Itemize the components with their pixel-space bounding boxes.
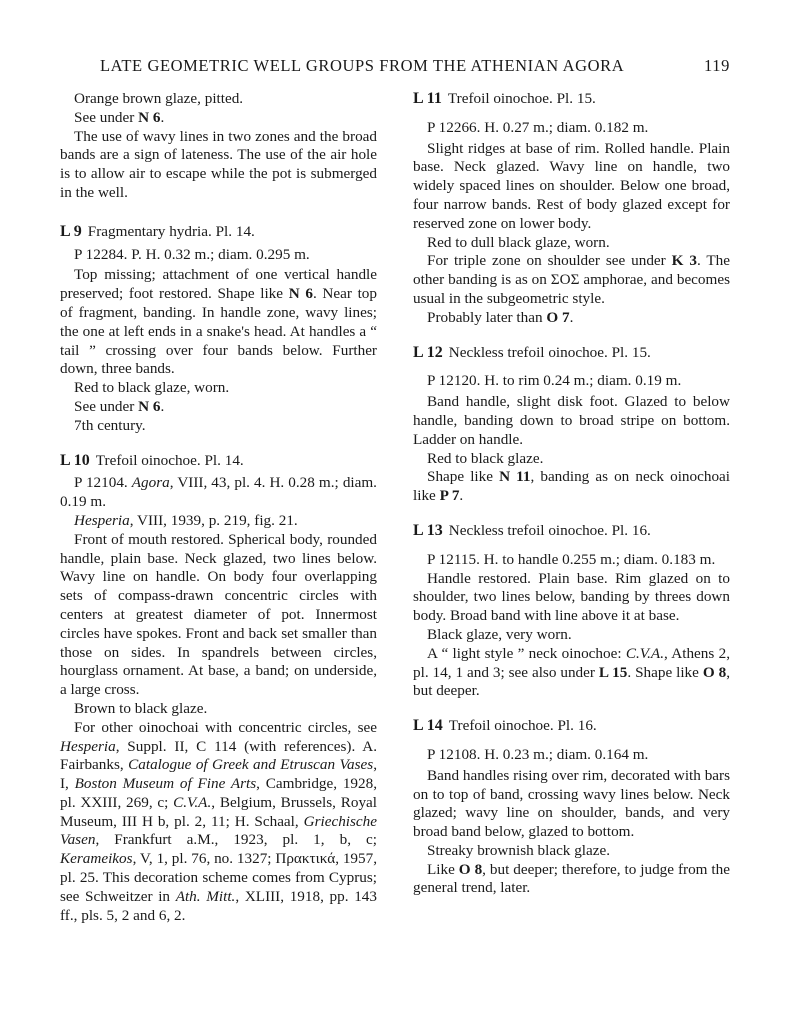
cross-reference: K 3 [671, 252, 697, 270]
entry-l13 [413, 522, 730, 701]
glaze-note: Black glaze, very worn. [427, 625, 572, 643]
description: Band handle, slight disk foot. Glazed to below handle, banding down to broad stripe on bottom. Ladder on handle. [413, 393, 730, 448]
description: Top missing; attachment of one vertical handle preserved; foot restored. Shape like N 6. Near top of fragment, banding. In handle zone, wavy lines; the one at left ends in a snake's head. At handles a “ tail ” crossing over four bands below. Further down, three bands. [60, 266, 377, 378]
running-header [100, 56, 730, 76]
see-under: See under N 6. [74, 397, 165, 415]
description: Slight ridges at base of rim. Rolled handle. Plain base. Neck glazed. Wavy line on handle, two widely spaced lines on shoulder. Below one broad, four narrow bands. Rest of body glazed except for reserved zone on lower body. [413, 139, 730, 232]
cross-reference: N 6 [138, 108, 161, 126]
entry-heading [413, 344, 730, 363]
entry-title: Trefoil oinochoe. Pl. 16. [448, 717, 597, 735]
cross-reference: O 7 [546, 308, 570, 326]
entry-l11 [413, 90, 730, 328]
entry-heading [60, 452, 377, 471]
glaze-note: Red to dull black glaze, worn. [427, 233, 610, 251]
description: Handle restored. Plain base. Rim glazed on to shoulder, two lines below, banding by threes down body. Broad band with line above it at base. [413, 569, 730, 625]
entry-title: Trefoil oinochoe. Pl. 14. [95, 451, 244, 469]
entry-number: L 10 [60, 451, 90, 469]
comparanda: For triple zone on shoulder see under K 3. The other banding is as on ΣΟΣ amphorae, and becomes usual in the subgeometric style. [413, 252, 730, 307]
comparanda: A “ light style ” neck oinochoe: C.V.A., Athens 2, pl. 14, 1 and 3; see also under L 15. Shape like O 8, but deeper. [413, 644, 730, 700]
catalogue-line: P 12284. P. H. 0.32 m.; diam. 0.295 m. [74, 245, 310, 263]
entry-title: Trefoil oinochoe. Pl. 15. [447, 90, 596, 107]
entry-l12 [413, 344, 730, 506]
dating-note: Probably later than O 7. [427, 308, 574, 326]
bibliography: Hesperia, VIII, 1939, p. 219, fig. 21. [74, 511, 298, 529]
continued-see-under: See under N 6. [74, 108, 165, 126]
catalogue-line: P 12120. H. to rim 0.24 m.; diam. 0.19 m. [427, 372, 682, 390]
entry-l10 [60, 452, 377, 926]
cross-reference: N 6 [138, 397, 161, 415]
glaze-note: Brown to black glaze. [74, 699, 208, 717]
entry-number: L 12 [413, 343, 443, 361]
entry-number: L 11 [413, 90, 442, 107]
entry-l9 [60, 223, 377, 436]
entry-title: Fragmentary hydria. Pl. 14. [87, 222, 255, 240]
cross-reference: N 11 [499, 468, 531, 486]
continued-remark: The use of wavy lines in two zones and the broad bands are a sign of lateness. The use of the air hole is to allow air to escape while the pot is submerged in the well. [60, 127, 377, 201]
continued-glaze: Orange brown glaze, pitted. [74, 90, 244, 107]
entry-title: Neckless trefoil oinochoe. Pl. 16. [448, 521, 651, 539]
glaze-note: Streaky brownish black glaze. [427, 841, 611, 859]
entry-number: L 14 [413, 717, 443, 735]
left-column [60, 90, 377, 925]
comparanda: For other oinochoai with concentric circles, see Hesperia, Suppl. II, C 114 (with references). A. Fairbanks, Catalogue of Greek and Etruscan Vases, I, Boston Museum of Fine Arts, Cambridge, 1928, pl. XXIII, 269, c; C.V.A., Belgium, Brussels, Royal Museum, III H b, pl. 2, 11; H. Schaal, Griechische Vasen, Frankfurt a.M., 1923, pl. 1, b, c; Kerameikos, V, 1, pl. 76, no. 1327; Πρακτικά, 1957, pl. 25. This decoration scheme comes from Cyprus; see Schweitzer in Ath. Mitt., XLIII, 1918, pp. 143 ff., pls. 5, 2 and 6, 2. [60, 718, 378, 924]
entry-number: L 13 [413, 521, 443, 539]
catalogue-line: P 12108. H. 0.23 m.; diam. 0.164 m. [427, 745, 649, 763]
cross-reference: N 6 [288, 285, 313, 303]
cross-reference: L 15 [598, 663, 628, 681]
entry-l14 [413, 717, 730, 898]
running-title: LATE GEOMETRIC WELL GROUPS FROM THE ATHENIAN AGORA [100, 56, 625, 75]
right-column [413, 90, 730, 898]
catalogue-line: P 12266. H. 0.27 m.; diam. 0.182 m. [427, 118, 649, 136]
date-note: 7th century. [74, 416, 146, 434]
cross-reference: O 8 [458, 860, 483, 878]
entry-number: L 9 [60, 222, 82, 240]
dating-note: Like O 8, but deeper; therefore, to judge from the general trend, later. [413, 860, 730, 897]
description: Band handles rising over rim, decorated with bars on to top of band, crossing wavy lines below. Neck glazed; wavy line on shoulder, bands, and very broad band below, glazed to bottom. [413, 766, 730, 841]
cross-reference: P 7 [439, 487, 460, 505]
page-number: 119 [704, 56, 730, 75]
catalogue-line: P 12104. Agora, VIII, 43, pl. 4. H. 0.28 m.; diam. 0.19 m. [60, 474, 377, 511]
entry-heading [60, 223, 377, 242]
entry-heading [413, 522, 730, 541]
glaze-note: Red to black glaze. [427, 449, 544, 467]
entry-title: Neckless trefoil oinochoe. Pl. 15. [448, 343, 651, 361]
description: Front of mouth restored. Spherical body, rounded handle, plain base. Neck glazed, two lines below. Wavy line on handle. On body four overlapping sets of compass-drawn concentric circles with centers at greatest diameter of pot. Innermost circles have spokes. Front and back set smaller than those on sides. In spandrels between circles, hourglass ornament. At base, a band; on underside, a large cross. [60, 530, 377, 699]
cross-reference: O 8 [702, 663, 727, 681]
glaze-note: Red to black glaze, worn. [74, 379, 230, 397]
shape-note: Shape like N 11, banding as on neck oinochoai like P 7. [413, 468, 731, 505]
entry-heading [413, 717, 730, 736]
entry-heading [413, 90, 730, 109]
catalogue-line: P 12115. H. to handle 0.255 m.; diam. 0.183 m. [427, 550, 716, 568]
